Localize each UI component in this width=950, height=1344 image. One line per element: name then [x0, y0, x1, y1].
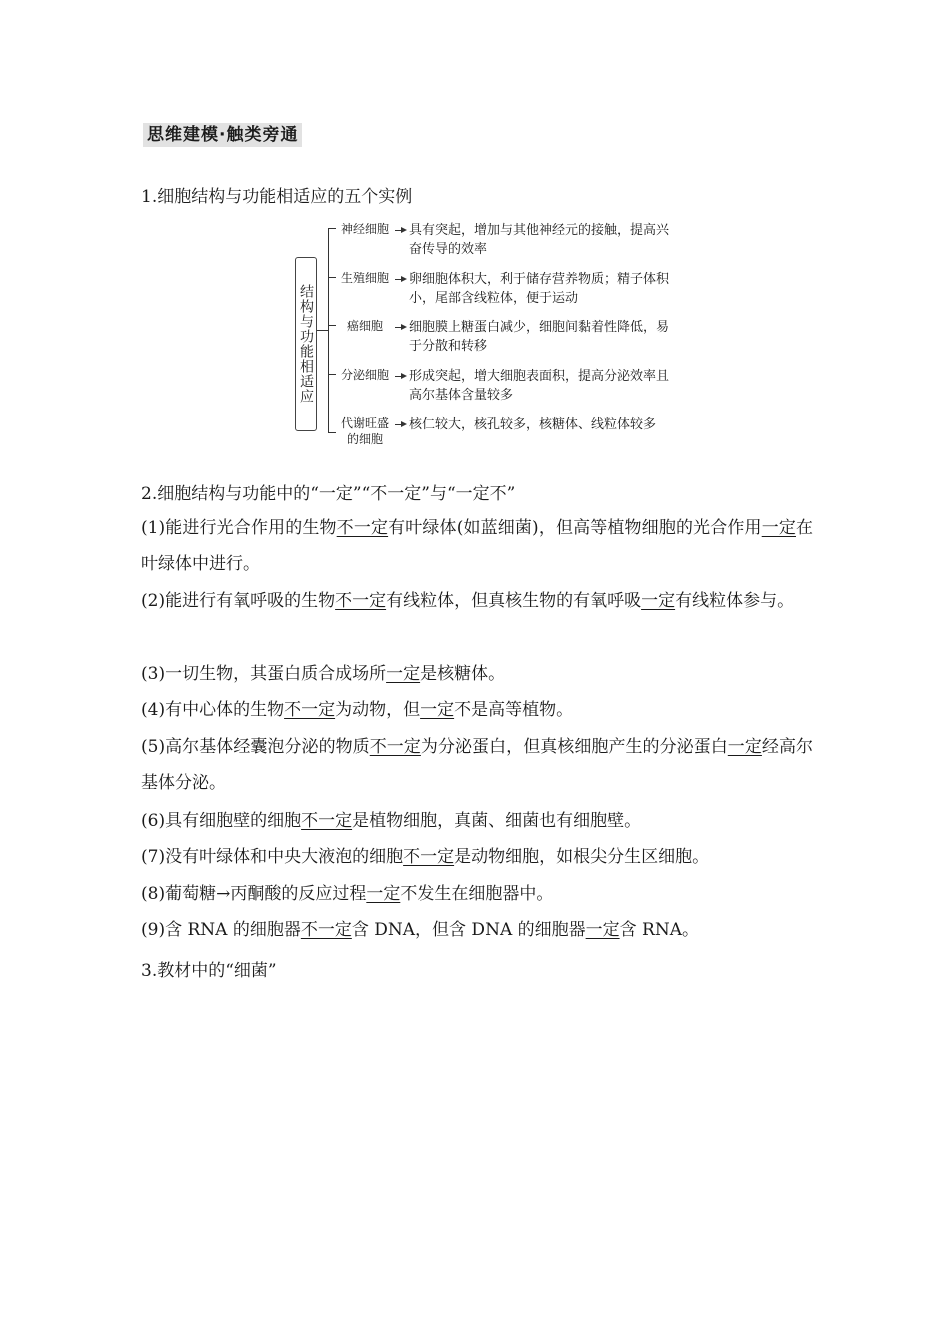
diagram-label-secretory: 分泌细胞	[340, 368, 389, 382]
list-item: (3)一切生物，其蛋白质合成场所一定是核糖体。	[141, 664, 506, 684]
heading-1: 1.细胞结构与功能相适应的五个实例	[141, 187, 413, 207]
diagram-label-nerve: 神经细胞	[340, 222, 389, 236]
diagram-label-reproductive: 生殖细胞	[340, 271, 389, 285]
list-item: (1)能进行光合作用的生物不一定有叶绿体(如蓝细菌)，但高等植物细胞的光合作用一定在叶绿体中进行。	[141, 518, 813, 574]
arrow-icon	[401, 421, 407, 427]
heading-2: 2.细胞结构与功能中的“一定”“不一定”与“一定不”	[141, 484, 516, 504]
root-connector	[317, 330, 328, 331]
section-title: 思维建模·触类旁通	[143, 123, 302, 147]
diagram-root-box: 结构与功能相适应	[295, 257, 317, 431]
list-item: (9)含 RNA 的细胞器不一定含 DNA，但含 DNA 的细胞器一定含 RNA。	[141, 920, 699, 940]
branch-line	[328, 432, 336, 433]
arrow-icon	[401, 324, 407, 330]
diagram-desc-nerve: 具有突起，增加与其他神经元的接触，提高兴奋传导的效率	[409, 223, 670, 257]
structure-function-diagram	[295, 217, 675, 452]
list-item: (6)具有细胞壁的细胞不一定是植物细胞，真菌、细菌也有细胞壁。	[141, 811, 642, 831]
arrow-icon	[401, 276, 407, 282]
diagram-label-cancer: 癌细胞	[346, 319, 383, 333]
diagram-desc-secretory: 形成突起，增大细胞表面积，提高分泌效率且高尔基体含量较多	[409, 369, 670, 403]
diagram-desc-metabolic: 核仁较大，核孔较多，核糖体、线粒体较多	[409, 417, 657, 432]
list-item: (7)没有叶绿体和中央大液泡的细胞不一定是动物细胞，如根尖分生区细胞。	[141, 847, 710, 867]
diagram-label-metabolic: 代谢旺盛的细胞	[341, 416, 390, 446]
arrow-icon	[401, 227, 407, 233]
list-item: (2)能进行有氧呼吸的生物不一定有线粒体，但真核生物的有氧呼吸一定有线粒体参与。	[141, 591, 795, 611]
diagram-spine	[328, 228, 329, 432]
arrow-icon	[401, 373, 407, 379]
diagram-desc-reproductive: 卵细胞体积大，利于储存营养物质；精子体积小，尾部含线粒体，便于运动	[409, 272, 670, 306]
list-item: (8)葡萄糖→丙酮酸的反应过程一定不发生在细胞器中。	[141, 884, 554, 904]
list-item: (4)有中心体的生物不一定为动物，但一定不是高等植物。	[141, 700, 574, 720]
list-item: (5)高尔基体经囊泡分泌的物质不一定为分泌蛋白，但真核细胞产生的分泌蛋白一定经高尔基体分泌。	[141, 737, 814, 793]
heading-3: 3.教材中的“细菌”	[141, 961, 277, 981]
diagram-desc-cancer: 细胞膜上糖蛋白减少，细胞间黏着性降低，易于分散和转移	[409, 320, 670, 354]
